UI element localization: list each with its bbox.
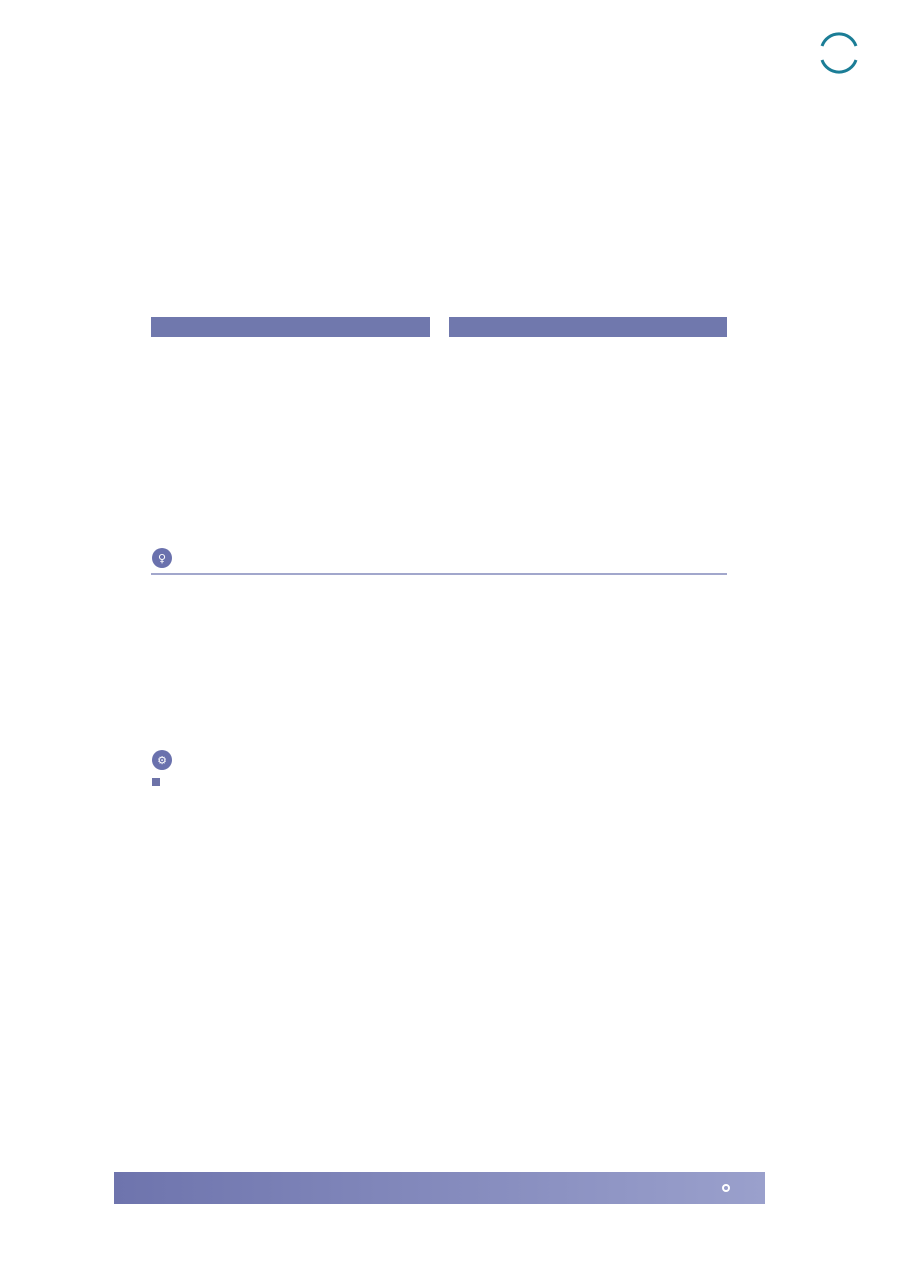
- pregnant-woman-icon: ♀: [152, 548, 172, 568]
- singleton-subtitle: [152, 778, 163, 789]
- col-region: [449, 317, 533, 337]
- sml-logo: [816, 30, 862, 76]
- analysis-icon: ⚙: [152, 750, 172, 770]
- ppv-npv-table: [151, 573, 727, 596]
- square-bullet-icon: [152, 778, 160, 786]
- col-result: [362, 317, 430, 337]
- col-region: [151, 317, 235, 337]
- col-disease: [533, 317, 659, 337]
- col-result: [659, 317, 727, 337]
- disease-table-left: [151, 317, 430, 337]
- rookit-logo: [722, 1184, 733, 1192]
- col-disease: [235, 317, 362, 337]
- disease-table-right: [449, 317, 727, 337]
- maternal-age-header: [151, 574, 727, 596]
- footer-bar: [114, 1172, 765, 1204]
- rookit-icon: [722, 1184, 730, 1192]
- ppv-section-heading: [152, 548, 175, 568]
- perf-section-heading: [152, 750, 175, 770]
